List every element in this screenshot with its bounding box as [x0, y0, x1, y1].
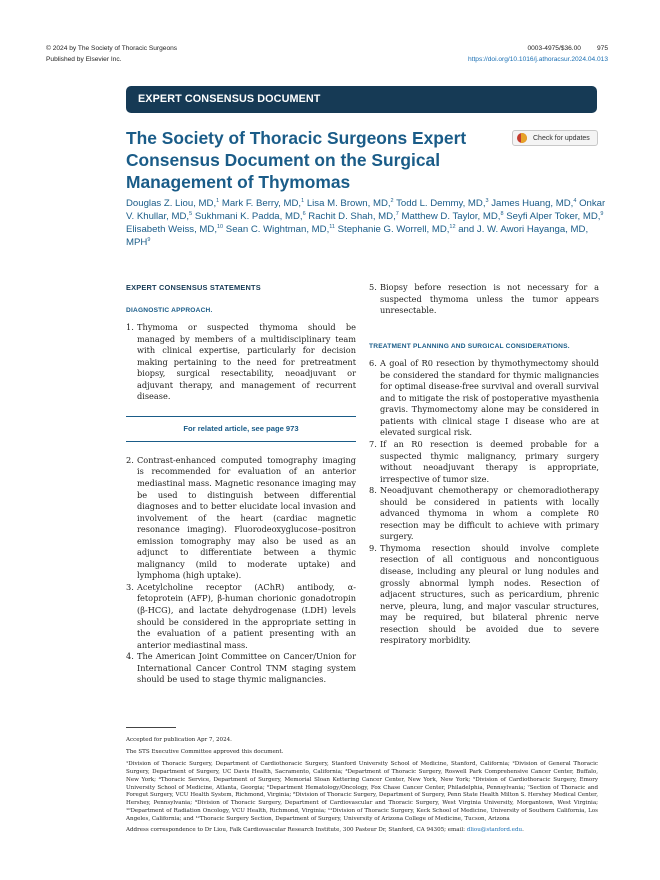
accepted-date: Accepted for publication Apr 7, 2024. [126, 737, 232, 743]
treatment-heading: TREATMENT PLANNING AND SURGICAL CONSIDERATIONS. [369, 342, 570, 350]
page-number: 975 [596, 45, 608, 52]
section-heading: EXPERT CONSENSUS STATEMENTS [126, 283, 261, 292]
statement-item: 5. Biopsy before resection is not necessary for a suspected thymoma unless the tumor appears unresectable. [369, 282, 599, 316]
related-article-link[interactable]: For related article, see page 973 [126, 416, 356, 442]
check-for-updates-label: Check for updates [533, 134, 590, 142]
publisher-line: Published by Elsevier Inc. [46, 55, 122, 63]
left-column [126, 282, 356, 686]
doi-link[interactable]: https://doi.org/10.1016/j.athoracsur.2024.04.013 [467, 55, 608, 63]
journal-header-right [468, 44, 608, 65]
author-name: Lisa M. Brown, MD,$^2$ [306, 197, 394, 209]
author-name: Matthew D. Taylor, MD,$^8$ [401, 210, 504, 222]
author-name: Stephanie G. Worrell, MD,$^{12}$ [337, 223, 456, 235]
journal-header-left [46, 44, 177, 65]
author-name: Seyfi Alper Toker, MD,$^9$ [506, 210, 604, 222]
author-name: Sean C. Wightman, MD,$^{11}$ [225, 223, 335, 235]
author-name: and J. W. Awori Hayanga, MD, MPH$^9$ [126, 224, 589, 248]
statement-item: 8. Neoadjuvant chemotherapy or chemoradiotherapy should be considered in patients with locally advanced thymoma in whom a complete R0 resection may be difficult to achieve with primary surgery. [369, 485, 599, 542]
author-name: Mark F. Berry, MD,$^1$ [221, 197, 305, 209]
crossmark-icon [516, 132, 529, 144]
copyright-line: © 2024 by The Society of Thoracic Surgeons [46, 45, 178, 52]
check-for-updates-button[interactable] [512, 130, 598, 146]
document-type-banner: EXPERT CONSENSUS DOCUMENT [126, 86, 597, 113]
diagnostic-heading: DIAGNOSTIC APPROACH. [126, 306, 213, 314]
statement-item: 3. Acetylcholine receptor (AChR) antibody, α-fetoprotein (AFP), β-human chorionic gonadotropin (β-HCG), and lactate dehydrogenase (LDH) levels should be considered in the appropriate setting in the evaluation of a patient presenting with an anterior mediastinal mass. [126, 581, 356, 650]
statement-item: 9. Thymoma resection should involve complete resection of all contiguous and noncontiguous disease, including any pleural or lung nodules and grossly abnormal lymph nodes. Resection of adjacent structures, such as pericardium, phrenic nerve, pleura, lung, and major vascular structures, may be required, but bilateral phrenic nerve resection should be avoided due to severe respiratory morbidity. [369, 542, 599, 646]
statement-item: 7. If an R0 resection is deemed probable for a suspected thymic malignancy, primary surgery without neoadjuvant therapy is appropriate, irrespective of tumor size. [369, 439, 599, 484]
affiliations: ¹Division of Thoracic Surgery, Department of Cardiothoracic Surgery, Stanford University School of Medicine, Stanford, California; ²Division of General Thoracic Surgery, Department of Surgery, UC Davis Health, Sacramento, California; ³Department of Thoracic Surgery, Roswell Park Comprehensive Cancer Center, Buffalo, New York; ⁴Thoracic Service, Department of Surgery, Memorial Sloan Kettering Cancer Center, New York, New York; ⁵Division of Cardiothoracic Surgery, Emory University School of Medicine, Atlanta, Georgia; ⁶Department Hematology/Oncology, Fox Chase Cancer Center, Philadelphia, Pennsylvania; ⁷Section of Thoracic and Foregut Surgery, VCU Health System, Richmond, Virginia; ⁸Division of Thoracic Surgery, Department of Surgery, Penn State Health Milton S. Hershey Medical Center, Hershey, Pennsylvania; ⁹Division of Thoracic Surgery, Department of Cardiovascular and Thoracic Surgery, West Virginia University, Morgantown, West Virginia; ¹⁰Department of Radiation Oncology, VCU Health, Richmond, Virginia; ¹¹Division of Thoracic Surgery, Keck School of Medicine, University of Southern California, Los Angeles, California; and ¹²Thoracic Surgery Section, Department of Surgery, University of Arizona College of Medicine, Tucson, Arizona [126, 760, 598, 823]
statement-item: 2. Contrast-enhanced computed tomography imaging is recommended for evaluation of an anterior mediastinal mass. Magnetic resonance imaging may be used to distinguish between differential diagnoses and to better elucidate local invasion and involvement of the heart (cardiac magnetic resonance imaging). Fluorodeoxyglucose–positron emission tomography may also be used as an adjunct to differentiate between a thymic malignancy (mild to moderate uptake) and lymphoma (high uptake). [126, 454, 356, 581]
email-link[interactable]: dliou@stanford.edu [466, 827, 523, 834]
author-name: Elisabeth Weiss, MD,$^{10}$ [126, 223, 224, 235]
statement-item: 1. Thymoma or suspected thymoma should be managed by members of a multidisciplinary team with clinical expertise, particularly for decision making pertaining to the need for pretreatment biopsy, surgical resectability, neoadjuvant or adjuvant therapy, and management of recurrent disease. [126, 322, 356, 402]
author-name: James Huang, MD,$^4$ [491, 197, 577, 209]
approval-note: The STS Executive Committee approved this document. [126, 748, 284, 755]
issn-price: 0003-4975/$36.00 [527, 45, 581, 52]
statement-item: 6. A goal of R0 resection by thymothymectomy should be considered the standard for thymic malignancies for optimal disease-free survival and overall survival and to mitigate the risk of postoperative myasthenia gravis. Thymomectomy alone may be considered in patients with clinical stage I disease who are at elevated surgical risk. [369, 358, 599, 438]
author-name: Rachit D. Shah, MD,$^7$ [308, 210, 399, 222]
author-name: Douglas Z. Liou, MD,$^1$ [126, 197, 220, 209]
correspondence-address: Address correspondence to Dr Liou, Falk Cardiovascular Research Institute, 300 Pasteur Dr, Stanford, CA 94305; email: [126, 827, 466, 834]
footnote-divider [126, 727, 176, 728]
correspondence: Address correspondence to Dr Liou, Falk Cardiovascular Research Institute, 300 Pasteur Dr, Stanford, CA 94305; email: dliou@stanford.edu. [126, 827, 524, 834]
right-column [369, 282, 599, 647]
footnotes [126, 737, 598, 839]
author-name: Sukhmani K. Padda, MD,$^6$ [194, 210, 306, 222]
author-list [126, 197, 606, 249]
article-title: The Society of Thoracic Surgeons Expert Consensus Document on the Surgical Management of Thymomas [126, 128, 467, 192]
statement-item: 4. The American Joint Committee on Cancer/Union for International Cancer Control TNM staging system should be used to stage thymic malignancies. [126, 651, 356, 685]
author-name: Todd L. Demmy, MD,$^3$ [396, 197, 489, 209]
author-name: Onkar V. Khullar, MD,$^5$ [126, 198, 606, 222]
